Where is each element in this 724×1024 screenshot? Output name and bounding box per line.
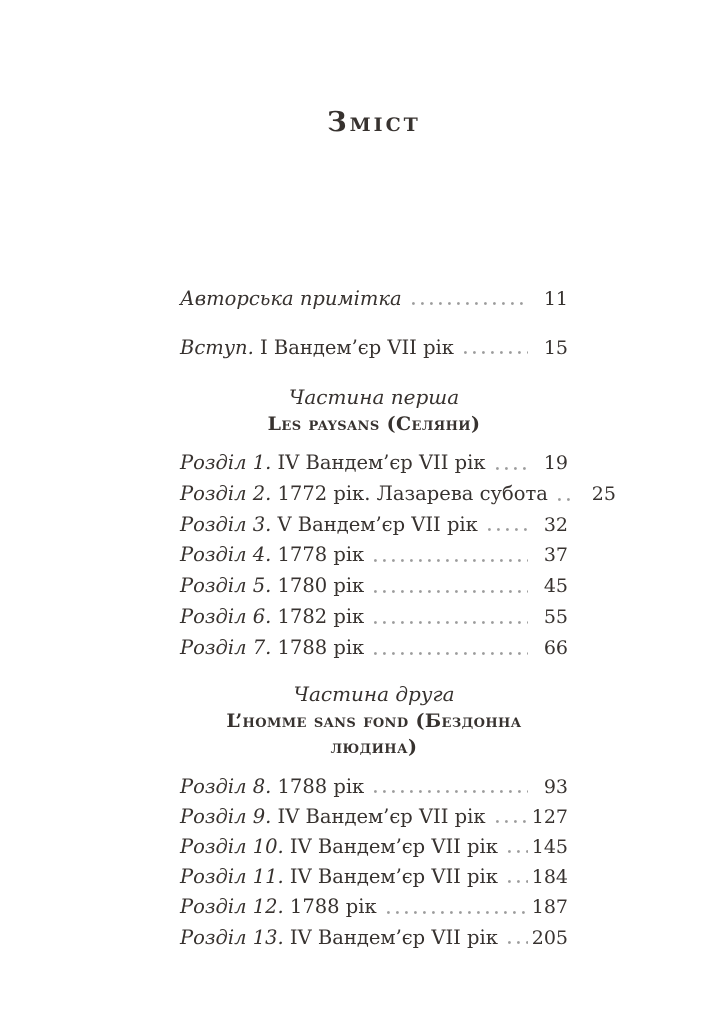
dot-leader bbox=[496, 467, 528, 470]
entry-label-rest: IV Вандем’єр VII рік bbox=[283, 834, 498, 858]
toc-entry bbox=[180, 571, 568, 602]
entry-label bbox=[180, 284, 402, 314]
toc-entry bbox=[180, 540, 568, 571]
page-number: 32 bbox=[543, 513, 568, 536]
entry-label bbox=[180, 333, 454, 363]
entry-label-italic: Вступ. bbox=[180, 336, 254, 359]
entry-label-rest: 1778 рік bbox=[271, 543, 365, 567]
page-number: 184 bbox=[531, 866, 568, 889]
entry-label-rest: V Вандем’єр VII рік bbox=[271, 512, 478, 536]
dot-leader bbox=[374, 621, 528, 624]
entry-label-rest: І Вандем’єр VII рік bbox=[253, 336, 454, 359]
entry-label-rest: IV Вандем’єр VII рік bbox=[271, 804, 486, 828]
dot-leader bbox=[464, 351, 528, 354]
entry-label-rest: IV Вандем’єр VII рік bbox=[283, 865, 498, 889]
page-title: Зміст bbox=[327, 107, 421, 138]
entry-label-italic: Розділ 11. bbox=[180, 865, 284, 889]
entry-label-italic: Розділ 10. bbox=[180, 834, 284, 858]
page-number: 45 bbox=[543, 575, 568, 598]
entry-label-rest: 1788 рік bbox=[271, 774, 365, 798]
entry-label-rest: 1788 рік bbox=[271, 635, 365, 659]
page-number: 93 bbox=[543, 775, 568, 798]
entry-label-rest: 1782 рік bbox=[271, 604, 365, 628]
page-number: 11 bbox=[543, 288, 568, 310]
part-heading-2 bbox=[180, 681, 568, 760]
toc-entry bbox=[180, 802, 568, 832]
entry-label bbox=[180, 479, 548, 510]
entry-label-italic: Розділ 8. bbox=[180, 774, 272, 798]
toc-entry bbox=[180, 772, 568, 802]
entry-label-rest: 1788 рік bbox=[283, 895, 377, 919]
chapter-list-part-1 bbox=[180, 448, 616, 664]
entry-label-italic: Розділ 2. bbox=[180, 481, 272, 505]
part-heading-1 bbox=[180, 384, 568, 437]
dot-leader bbox=[387, 911, 528, 914]
toc-entry bbox=[180, 602, 568, 633]
toc-front-section bbox=[180, 284, 568, 363]
entry-label-italic: Авторська примітка bbox=[180, 287, 402, 310]
entry-label bbox=[180, 510, 478, 541]
entry-label-italic: Розділ 9. bbox=[180, 804, 272, 828]
toc-entry bbox=[180, 448, 568, 479]
part-number-label: Частина друга bbox=[293, 681, 455, 706]
entry-label bbox=[180, 571, 364, 602]
entry-label bbox=[180, 923, 498, 953]
dot-leader bbox=[508, 941, 528, 944]
toc-entry bbox=[180, 510, 568, 541]
page-number: 19 bbox=[543, 452, 568, 474]
dot-leader bbox=[508, 880, 528, 883]
part-title-label: Les paysans (Селяни) bbox=[267, 413, 481, 435]
entry-label bbox=[180, 633, 364, 664]
dot-leader bbox=[374, 790, 528, 793]
entry-label-italic: Розділ 4. bbox=[180, 543, 272, 567]
page-number: 187 bbox=[531, 896, 568, 919]
entry-label-italic: Розділ 6. bbox=[180, 604, 272, 628]
entry-label-italic: Розділ 12. bbox=[180, 895, 284, 919]
entry-label-italic: Розділ 5. bbox=[180, 574, 272, 598]
entry-label-rest: IV Вандем’єр VII рік bbox=[283, 925, 498, 949]
page-number: 25 bbox=[591, 482, 616, 505]
entry-label-italic: Розділ 7. bbox=[180, 635, 272, 659]
page-number: 37 bbox=[543, 544, 568, 567]
page-number: 205 bbox=[531, 926, 568, 949]
dot-leader bbox=[374, 590, 528, 593]
page-number: 127 bbox=[531, 805, 568, 828]
toc-entry bbox=[180, 333, 568, 363]
page-number: 66 bbox=[543, 636, 568, 659]
dot-leader bbox=[412, 302, 528, 305]
entry-label bbox=[180, 540, 364, 571]
toc-content bbox=[180, 0, 616, 953]
part-number-label: Частина перша bbox=[288, 385, 460, 409]
toc-entry bbox=[180, 892, 568, 922]
entry-label bbox=[180, 892, 377, 922]
entry-label-rest: 1780 рік bbox=[271, 574, 365, 598]
entry-label bbox=[180, 602, 364, 633]
entry-label-rest: IV Вандем’єр VII рік bbox=[271, 451, 486, 474]
entry-label-rest: 1772 рік. Лазарева субота bbox=[271, 481, 548, 505]
toc-entry bbox=[180, 479, 616, 510]
page-number: 145 bbox=[531, 835, 568, 858]
entry-label-italic: Розділ 1. bbox=[180, 451, 272, 474]
toc-entry bbox=[180, 284, 568, 314]
page-number: 15 bbox=[543, 337, 568, 359]
part-title-label: L’homme sans fond (Бездонна людина) bbox=[226, 709, 522, 758]
dot-leader bbox=[374, 559, 528, 562]
entry-label bbox=[180, 802, 486, 832]
dot-leader bbox=[558, 498, 576, 501]
entry-label bbox=[180, 832, 498, 862]
entry-label bbox=[180, 448, 486, 479]
chapter-list-part-2 bbox=[180, 772, 568, 953]
entry-label bbox=[180, 862, 498, 892]
toc-entry bbox=[180, 923, 568, 953]
toc-entry bbox=[180, 832, 568, 862]
dot-leader bbox=[508, 850, 528, 853]
dot-leader bbox=[488, 528, 528, 531]
entry-label-italic: Розділ 3. bbox=[180, 512, 272, 536]
entry-label-italic: Розділ 13. bbox=[180, 925, 284, 949]
toc-entry bbox=[180, 862, 568, 892]
dot-leader bbox=[374, 652, 528, 655]
toc-entry bbox=[180, 633, 568, 664]
page-number: 55 bbox=[543, 605, 568, 628]
entry-label bbox=[180, 772, 364, 802]
dot-leader bbox=[496, 820, 528, 823]
